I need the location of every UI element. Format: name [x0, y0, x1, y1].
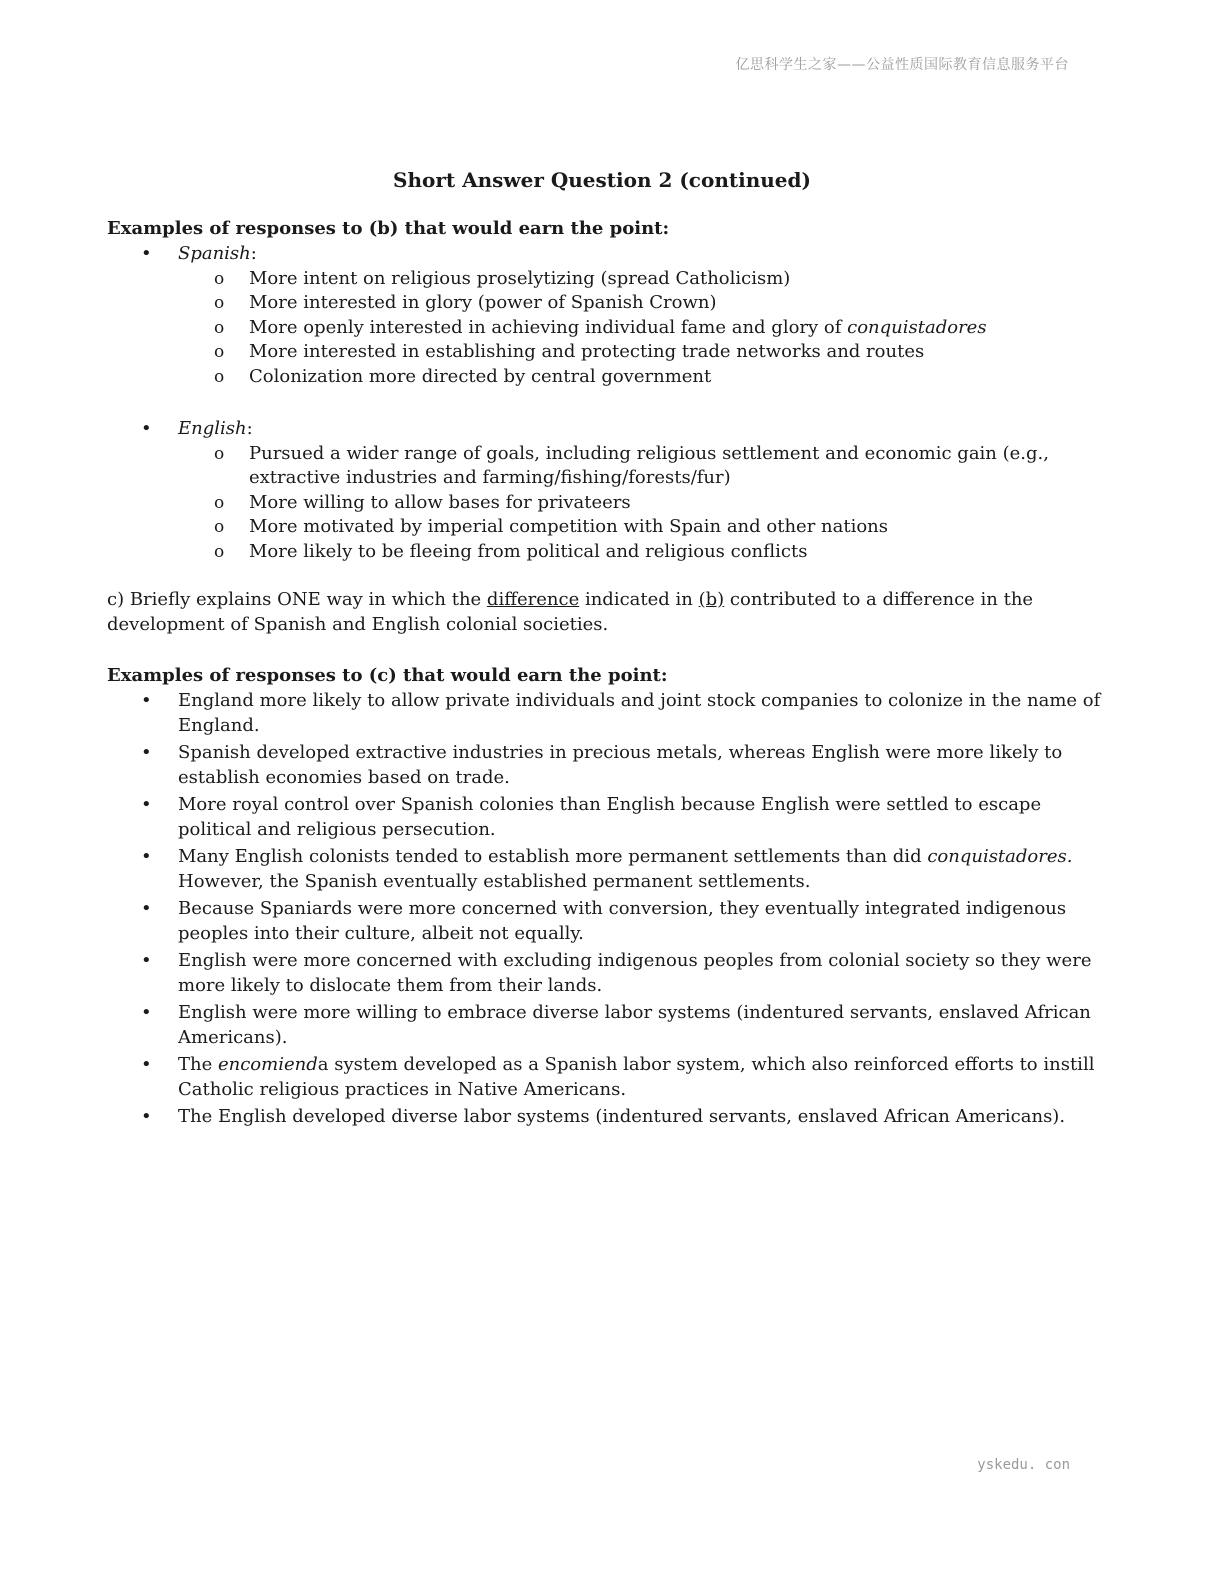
page-title: Short Answer Question 2 (continued): [393, 168, 811, 192]
sub-item: o More willing to allow bases for privateers: [178, 491, 1107, 516]
section-c-heading: Examples of responses to (c) that would earn the point:: [107, 665, 668, 686]
sub-item: [178, 316, 1107, 341]
spanish-subitems: [178, 267, 1107, 390]
list-item: • England more likely to allow private individuals and joint stock companies to colonize in the name of England.: [107, 689, 1107, 738]
list-item: • English were more concerned with excluding indigenous peoples from colonial society so they were more likely to dislocate them from their lands.: [107, 949, 1107, 998]
sub-item: o More likely to be fleeing from political and religious conflicts: [178, 540, 1107, 565]
part-c-underline-difference: difference: [486, 589, 580, 610]
list-item-rest: a system developed as a Spanish labor system, which also reinforced efforts to instill Catholic religious practices in Native Americans.: [178, 1054, 1095, 1100]
sub-item-italic: conquistadores: [847, 316, 987, 338]
sub-item: o Colonization more directed by central government: [178, 365, 1107, 390]
sub-item: o More interested in glory (power of Spanish Crown): [178, 291, 1107, 316]
part-c-middle: indicated in: [579, 589, 699, 610]
section-b-list: [107, 242, 1107, 389]
list-item: [107, 1053, 1107, 1102]
sub-item: o More motivated by imperial competition with Spain and other nations: [178, 515, 1107, 540]
part-c-prefix: c) Briefly explains ONE way in which the: [107, 589, 487, 610]
sub-item: o More intent on religious proselytizing (spread Catholicism): [178, 267, 1107, 292]
list-item-italic: encomiend: [217, 1054, 318, 1075]
section-b-heading: Examples of responses to (b) that would earn the point:: [107, 218, 670, 239]
group-label-colon: :: [250, 243, 257, 264]
list-item-text: Many English colonists tended to establish more permanent settlements than did: [178, 846, 928, 867]
part-c-underline-b: (b): [698, 589, 725, 610]
group-label-colon: :: [246, 418, 253, 439]
list-item-italic: conquistadores.: [927, 846, 1073, 867]
sub-item-text: More openly interested in achieving individual fame and glory of: [249, 316, 848, 338]
part-c-prompt: [107, 588, 1107, 637]
list-item-text: The: [178, 1054, 218, 1075]
sub-item: o More interested in establishing and protecting trade networks and routes: [178, 340, 1107, 365]
list-item: [107, 845, 1107, 894]
sub-item: o Pursued a wider range of goals, including religious settlement and economic gain (e.g., extractive industries and farming/fishing/forests/fur): [178, 442, 1107, 491]
group-spanish: [107, 242, 1107, 389]
header-watermark: 亿思科学生之家——公益性质国际教育信息服务平台: [735, 57, 1069, 73]
section-c: [107, 663, 1107, 1130]
english-subitems: [178, 442, 1107, 565]
section-b-list-2: [107, 417, 1107, 564]
list-item: • More royal control over Spanish colonies than English because English were settled to escape political and religious persecution.: [107, 793, 1107, 842]
section-b: [107, 216, 1107, 564]
document-page: [107, 168, 1107, 1133]
group-english: [107, 417, 1107, 564]
list-item: • The English developed diverse labor systems (indentured servants, enslaved African Americans).: [107, 1105, 1107, 1130]
group-label-spanish: Spanish: [178, 243, 251, 264]
section-c-list: [107, 689, 1107, 1130]
footer-watermark: yskedu. con: [977, 1457, 1070, 1473]
group-label-english: English: [178, 418, 247, 439]
list-item: • English were more willing to embrace diverse labor systems (indentured servants, enslaved African Americans).: [107, 1001, 1107, 1050]
part-c-suffix: contributed to a difference in the development of Spanish and English colonial societies.: [107, 589, 1034, 635]
list-item: • Spanish developed extractive industries in precious metals, whereas English were more likely to establish economies based on trade.: [107, 741, 1107, 790]
list-item-rest: However, the Spanish eventually established permanent settlements.: [178, 870, 811, 892]
list-item: • Because Spaniards were more concerned with conversion, they eventually integrated indigenous peoples into their culture, albeit not equally.: [107, 897, 1107, 946]
